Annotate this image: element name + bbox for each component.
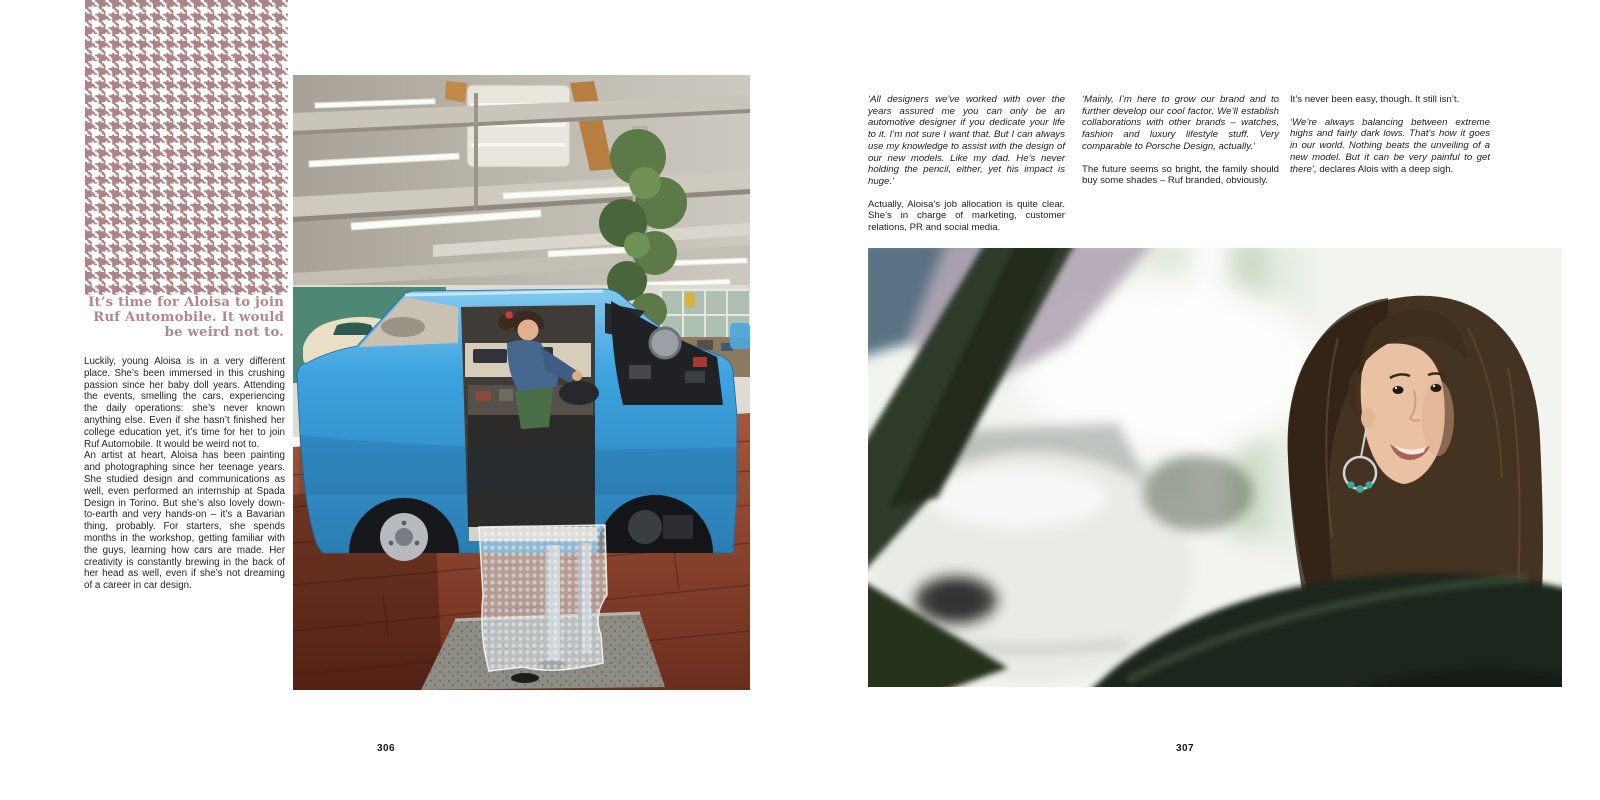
portrait-photo <box>868 248 1562 687</box>
page-number-right: 307 <box>1176 743 1194 754</box>
aloisa-quote-brand: ‘Mainly, I’m here to grow our brand and to further develop our cool factor. We’ll establish collaborations with other brands – watches, fashion and luxury lifestyle stuff. Very comparable to Porsche Design, actually.’ <box>1082 94 1279 152</box>
body-paragraph: Luckily, young Aloisa is in a very different place. She’s been immersed in this crushing passion since her baby doll years. Attending the events, smelling the cars, experiencing the daily operations: she’s never known anything else. Even if she hasn’t finished her college education yet, it’s time for her to join Ruf Automobile. It would be weird not to. <box>84 356 285 450</box>
quote-column-3 <box>1290 94 1490 186</box>
quote-column-2 <box>1082 94 1279 198</box>
column-lead: It’s never been easy, though. It still isn’t. <box>1290 94 1460 105</box>
workshop-ceiling <box>293 75 750 290</box>
pull-quote-line: It’s time for Aloisa to join <box>88 295 284 310</box>
column-paragraph: Actually, Aloisa’s job allocation is quite clear. She’s in charge of marketing, customer relations, PR and social media. <box>868 198 1065 234</box>
pull-quote <box>34 296 284 341</box>
houndstooth-tiles <box>85 0 288 295</box>
quote-column-1 <box>868 94 1065 245</box>
quote-italic: ‘We’re always balancing between extreme highs and fairly dark lows. That’s how it goes in our world. Nothing beats the unveiling of a new model. But it can be very painful to get there’, <box>1290 116 1490 175</box>
column-paragraph: The future seems so bright, the family should buy some shades – Ruf branded, obviously. <box>1082 163 1279 187</box>
workshop-photo <box>293 75 750 690</box>
body-paragraph: An artist at heart, Aloisa has been painting and photographing since her teenage years. She studied design and communications as well, even performed an internship at Spada Design in Torino. But she’s also lovely down-to-earth and very hands-on – it’s a Bavarian thing, probably. For starters, she spends months in the workshop, getting familiar with the guys, learning how cars are made. Her creativity is constantly brewing in the back of her head as well, even if she’s not dreaming of a career in car design. <box>84 450 285 592</box>
quote-attribution: declares Alois with a deep sigh. <box>1316 163 1454 175</box>
body-copy <box>84 356 285 592</box>
aloisa-quote-design: ‘All designers we’ve worked with over the years assured me you can only be an automotive designer if you dedicate your life to it. I’m not sure I want that. But I can always use my knowledge to assist with the design of our new models. Like my dad. He’s never holding the pencil, either, yet his impact is huge.’ <box>868 94 1065 187</box>
houndstooth-pattern <box>85 0 288 295</box>
alois-quote-highs-lows <box>1290 117 1490 176</box>
page-number-left: 306 <box>377 743 395 754</box>
pull-quote-line: be weird not to. <box>164 324 284 340</box>
pull-quote-line: Ruf Automobile. It would <box>93 309 284 325</box>
